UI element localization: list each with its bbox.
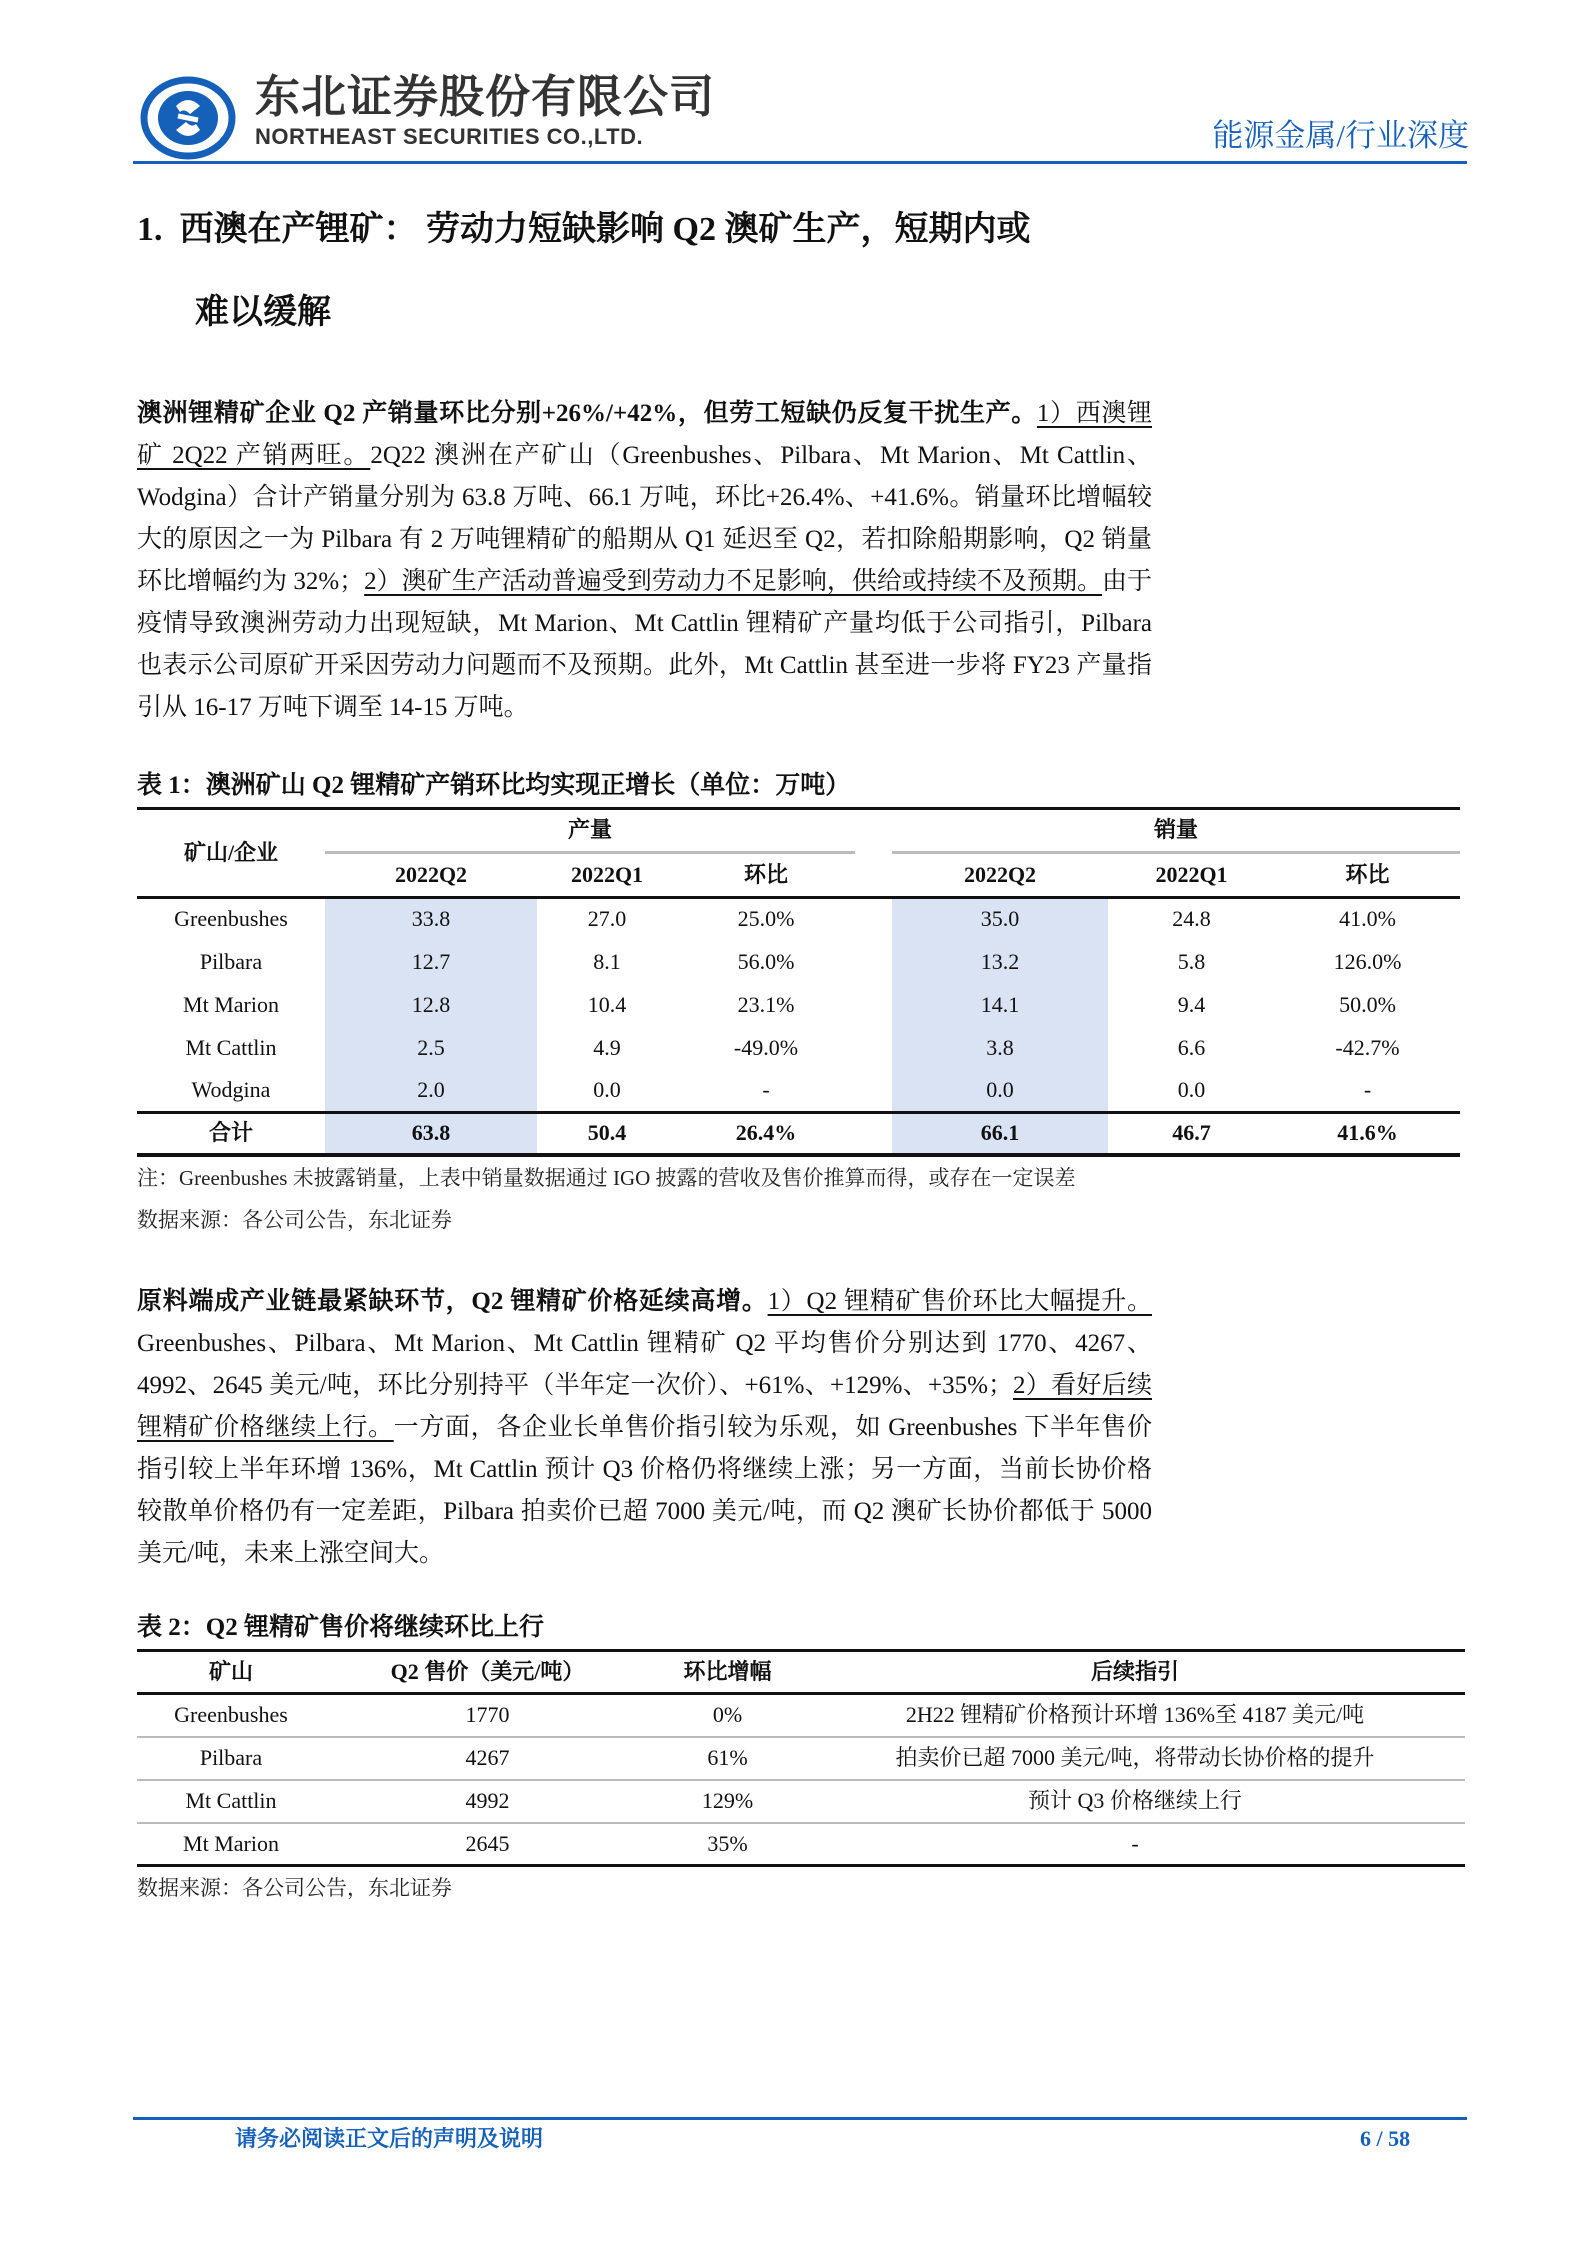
- cell: 33.8: [325, 897, 537, 940]
- underlined-point-1: 1）Q2 锂精矿售价环比大幅提升。: [767, 1288, 1152, 1315]
- cell: 13.2: [892, 940, 1108, 983]
- table-row: [137, 983, 1460, 1026]
- cell: 2H22 锂精矿价格预计环增 136%至 4187 美元/吨: [805, 1694, 1465, 1737]
- cell: 129%: [650, 1780, 805, 1823]
- group-header-production: 产量: [325, 810, 855, 854]
- cell: 2.5: [325, 1026, 537, 1069]
- cell: 拍卖价已超 7000 美元/吨，将带动长协价格的提升: [805, 1737, 1465, 1780]
- cell: 12.7: [325, 940, 537, 983]
- table-row: [137, 1737, 1465, 1780]
- cell: 2.0: [325, 1069, 537, 1112]
- col-header-mine: 矿山/企业: [183, 839, 279, 865]
- paragraph-2: [137, 1281, 1152, 1575]
- col-header: 环比增幅: [683, 1659, 772, 1684]
- col-header: 矿山: [208, 1659, 253, 1684]
- underlined-point-2: 2）看好后续锂精矿价格继续上行。: [137, 1372, 1152, 1441]
- table-row: [137, 1823, 1465, 1866]
- cell: 61%: [650, 1737, 805, 1780]
- row-label: 合计: [208, 1120, 253, 1146]
- cell: 23.1%: [737, 991, 795, 1017]
- subheader: 2022Q1: [1155, 861, 1228, 887]
- subheader: 环比: [1345, 861, 1390, 887]
- company-name-en: NORTHEAST SECURITIES CO.,LTD.: [255, 124, 644, 149]
- table1-caption: 表 1：澳洲矿山 Q2 锂精矿产销环比均实现正增长（单位：万吨）: [137, 772, 851, 799]
- section-title-line2: 难以缓解: [195, 294, 331, 331]
- cell: 4267: [325, 1737, 650, 1780]
- subheader: 环比: [743, 861, 788, 887]
- table1-source: 数据来源：各公司公告，东北证券: [137, 1208, 452, 1232]
- underlined-point-2: 2）澳矿生产活动普遍受到劳动力不足影响，供给或持续不及预期。: [364, 568, 1102, 595]
- table-total-row: [137, 1112, 1460, 1155]
- subheader: 2022Q2: [394, 861, 468, 887]
- row-label: Mt Cattlin: [185, 1034, 277, 1060]
- table-row: [137, 1694, 1465, 1737]
- cell: 41.6%: [1337, 1120, 1398, 1146]
- paragraph-text: 2Q22 澳洲在产矿山（Greenbushes、Pilbara、Mt Marion、Mt Cattlin、Wodgina）合计产销量分别为 63.8 万吨、66.1 万吨，环比+26.4%、+41.6%。销量环比增幅较大的原因之一为 Pilbara 有 2 万吨锂精矿的船期从 Q1 延迟至 Q2，若扣除船期影响，Q2 销量环比增幅约为 32%；: [137, 442, 1152, 595]
- cell: -: [762, 1076, 770, 1102]
- row-label: Greenbushes: [174, 906, 288, 932]
- paragraph-1: [137, 393, 1152, 729]
- cell: 14.1: [892, 983, 1108, 1026]
- paragraph-text: 由于疫情导致澳洲劳动力出现短缺，Mt Marion、Mt Cattlin 锂精矿产量均低于公司指引，Pilbara 也表示公司原矿开采因劳动力问题而不及预期。此外，Mt Cattlin 甚至进一步将 FY23 产量指引从 16-17 万吨下调至 14-15 万吨。: [137, 568, 1152, 721]
- company-logo: [138, 76, 242, 160]
- row-label: Greenbushes: [137, 1694, 325, 1737]
- row-label: Pilbara: [137, 1737, 325, 1780]
- cell: 0%: [650, 1694, 805, 1737]
- cell: 1770: [325, 1694, 650, 1737]
- main-content: [137, 210, 1465, 1909]
- cell: 35%: [707, 1830, 748, 1856]
- paragraph-text: 一方面，各企业长单售价指引较为乐观，如 Greenbushes 下半年售价指引较上半年环增 136%，Mt Cattlin 预计 Q3 价格仍将继续上涨；另一方面，当前长协价格较散单价格仍有一定差距，Pilbara 拍卖价已超 7000 美元/吨，而 Q2 澳矿长协价都低于 5000 美元/吨，未来上涨空间大。: [137, 1414, 1152, 1567]
- table-row: [137, 1780, 1465, 1823]
- cell: -42.7%: [1335, 1034, 1400, 1060]
- cell: 10.4: [587, 991, 627, 1017]
- table-row: [137, 940, 1460, 983]
- cell: 5.8: [1177, 948, 1206, 974]
- table2-source: 数据来源：各公司公告，东北证券: [137, 1876, 452, 1900]
- cell: 6.6: [1177, 1034, 1206, 1060]
- header-divider: [133, 161, 1467, 164]
- col-header: 后续指引: [1090, 1659, 1179, 1684]
- table-row: [137, 1069, 1460, 1112]
- cell: 56.0%: [737, 948, 795, 974]
- table-row: [137, 1026, 1460, 1069]
- paragraph-text: Greenbushes、Pilbara、Mt Marion、Mt Cattlin 锂精矿 Q2 平均售价分别达到 1770、4267、4992、2645 美元/吨，环比分别持平（半年定一次价）、+61%、+129%、+35%；: [137, 1330, 1152, 1399]
- row-label: Wodgina: [191, 1076, 271, 1102]
- col-header: Q2 售价（美元/吨）: [390, 1659, 585, 1684]
- row-label: Mt Marion: [183, 991, 279, 1017]
- section-heading: [137, 210, 1465, 250]
- cell: 4992: [325, 1780, 650, 1823]
- cell: 26.4%: [735, 1120, 797, 1146]
- cell: 2645: [465, 1830, 510, 1856]
- cell: 126.0%: [1333, 948, 1402, 974]
- underlined-point-1: 1）西澳锂矿 2Q22 产销两旺。: [137, 400, 1152, 469]
- cell: 预计 Q3 价格继续上行: [805, 1780, 1465, 1823]
- paragraph-lead: 澳洲锂精矿企业 Q2 产销量环比分别+26%/+42%，但劳工短缺仍反复干扰生产。: [137, 400, 1037, 427]
- row-label: Mt Cattlin: [137, 1780, 325, 1823]
- page-number: 6 / 58: [1360, 2126, 1411, 2151]
- cell: 50.4: [587, 1120, 627, 1146]
- cell: 8.1: [593, 948, 621, 974]
- cell: 0.0: [1177, 1076, 1206, 1102]
- group-header-sales: 销量: [892, 810, 1460, 854]
- row-label: Pilbara: [199, 948, 263, 974]
- section-number: 1.: [137, 211, 163, 248]
- cell: 66.1: [892, 1112, 1108, 1155]
- cell: 9.4: [1177, 991, 1206, 1017]
- cell: 41.0%: [1339, 906, 1396, 932]
- company-name-cn: 东北证券股份有限公司: [255, 71, 716, 122]
- cell: -: [1363, 1076, 1372, 1102]
- subheader: 2022Q2: [963, 861, 1037, 887]
- report-category: 能源金属/行业深度: [1212, 118, 1469, 153]
- footer-disclaimer: 请务必阅读正文后的声明及说明: [235, 2126, 544, 2151]
- row-label: Mt Marion: [183, 1830, 279, 1856]
- cell: 24.8: [1172, 906, 1211, 932]
- cell: 35.0: [892, 897, 1108, 940]
- footer-divider: [133, 2117, 1467, 2120]
- cell: 4.9: [593, 1034, 621, 1060]
- section-title-line1: 西澳在产锂矿： 劳动力短缺影响 Q2 澳矿生产，短期内或: [179, 211, 1031, 248]
- cell: 12.8: [325, 983, 537, 1026]
- cell: 3.8: [892, 1026, 1108, 1069]
- cell: 0.0: [892, 1069, 1108, 1112]
- cell: -49.0%: [733, 1034, 799, 1060]
- subheader: 2022Q1: [570, 861, 644, 887]
- cell: 50.0%: [1339, 991, 1396, 1017]
- table-production-sales: [137, 807, 1460, 1157]
- table-row: [137, 897, 1460, 940]
- table-price-guidance: [137, 1649, 1465, 1867]
- cell: 25.0%: [737, 906, 795, 932]
- cell: 0.0: [593, 1076, 621, 1102]
- table1-note: 注：Greenbushes 未披露销量，上表中销量数据通过 IGO 披露的营收及售价推算而得，或存在一定误差: [137, 1166, 1076, 1190]
- company-name: [255, 72, 715, 150]
- cell: 63.8: [325, 1112, 537, 1155]
- cell: -: [1131, 1830, 1139, 1856]
- cell: 46.7: [1172, 1120, 1211, 1146]
- table2-caption: 表 2：Q2 锂精矿售价将继续环比上行: [137, 1614, 544, 1641]
- paragraph-lead: 原料端成产业链最紧缺环节，Q2 锂精矿价格延续高增。: [137, 1288, 768, 1315]
- cell: 27.0: [587, 906, 627, 932]
